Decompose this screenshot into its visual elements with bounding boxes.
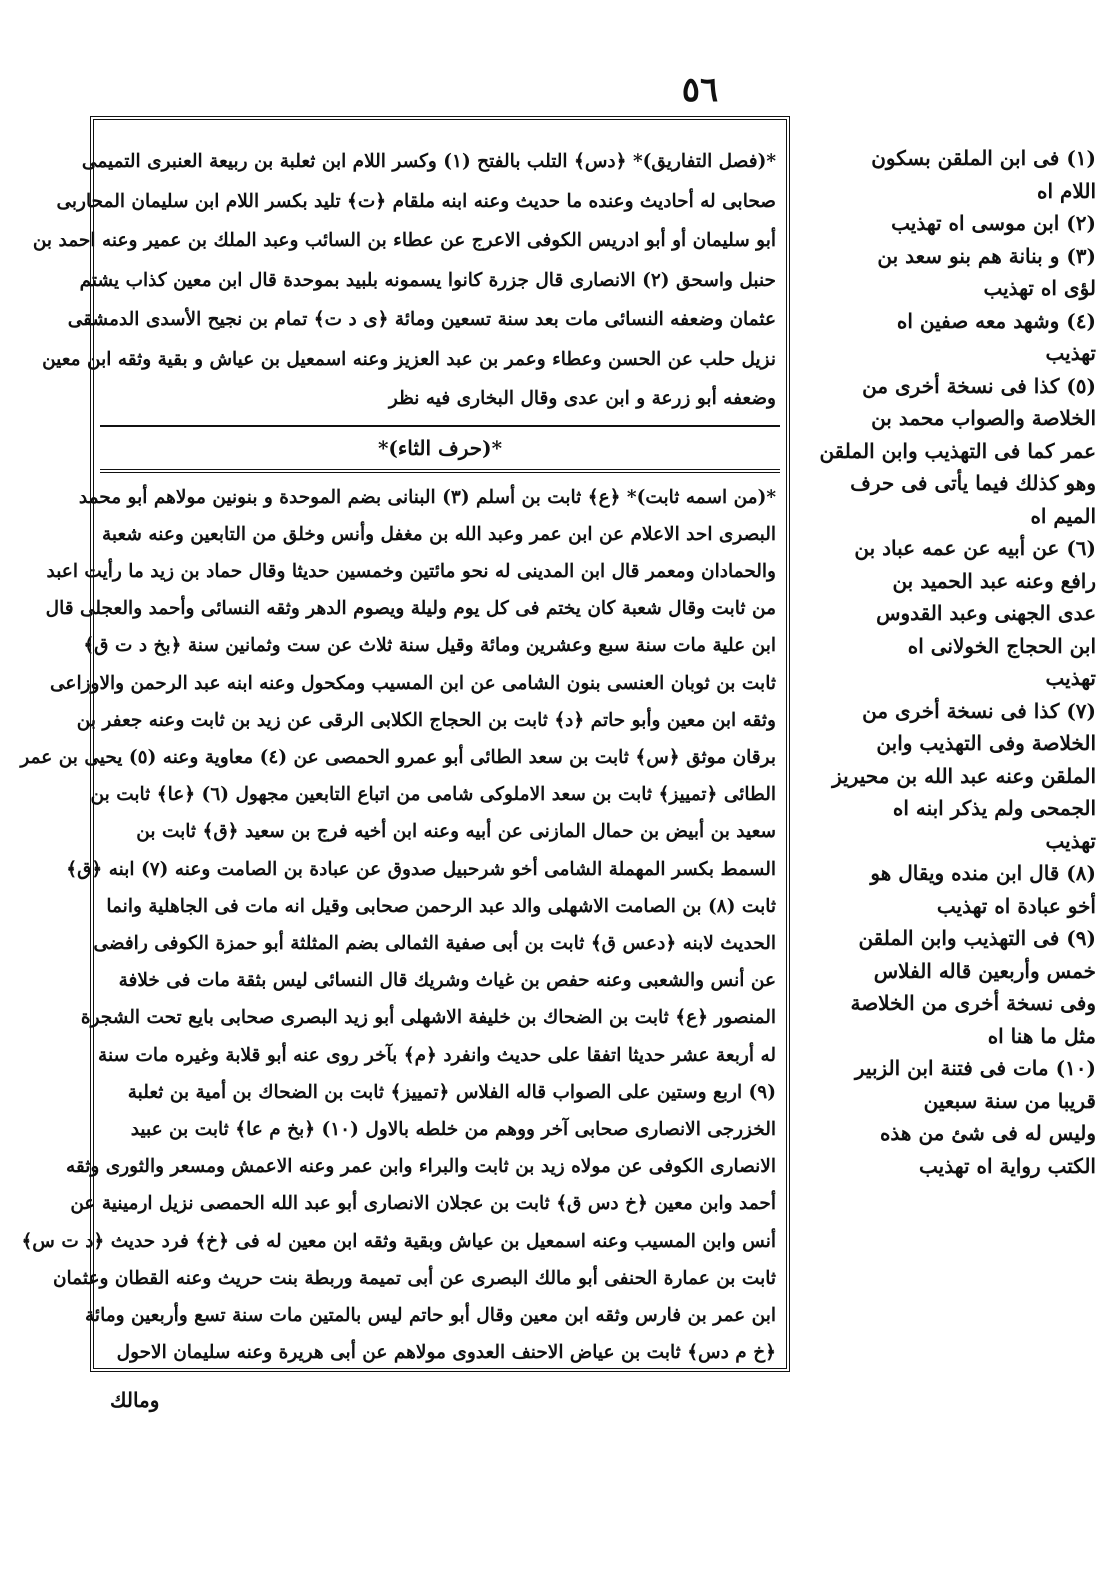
margin-note-line: (٣) و بنانة هم بنو سعد بن <box>877 243 1096 268</box>
text-line: الخزرجى الانصارى صحابى آخر ووهم من خلطه بالاول (١٠) ﴿بخ م عا﴾ ثابت بن عبيد <box>130 1118 776 1140</box>
text-line: ﴿خ م دس﴾ ثابت بن عياض الاحنف العدوى مولاهم عن أبى هريرة وعنه سليمان الاحول <box>116 1342 776 1364</box>
margin-note-line: رافع وعنه عبد الحميد بن <box>892 568 1096 593</box>
text-line: ثابت بن ثوبان العنسى بنون الشامى عن ابن المسيب ومكحول وعنه ابنه عبد الرحمن والاوزاعى <box>49 672 776 694</box>
text-line: نزيل حلب عن الحسن وعطاء وعمر بن عبد العزيز وعنه اسمعيل بن عياش و بقية وثقه ابن معين <box>42 348 776 370</box>
margin-note-line: عدى الجهنى وعبد القدوس <box>876 601 1096 625</box>
margin-note-line: (٤) وشهد معه صفين اه <box>896 308 1096 333</box>
text-line: (٩) اربع وستين على الصواب قاله الفلاس ﴿تمييز﴾ ثابت بن الضحاك بن أمية بن ثعلبة <box>127 1081 776 1103</box>
margin-note-line: الجمحى ولم يذكر ابنه اه <box>892 796 1096 820</box>
text-line: *(فصل التفاريق)* ﴿دس﴾ التلب بالفتح (١) وكسر اللام ابن ثعلبة بن ربيعة العنبرى التميمى <box>81 151 776 172</box>
margin-note-line: (٥) كذا فى نسخة أخرى من <box>862 373 1096 398</box>
text-line: عثمان وضعفه النسائى مات بعد سنة تسعين ومائة ﴿ى د ت﴾ تمام بن نجيح الأسدى الدمشقى <box>67 309 776 330</box>
text-line: السمط بكسر المهملة الشامى أخو شرحبيل صدوق عن عبادة بن الصامت وعنه (٧) ابنه ﴿ق﴾ <box>66 858 776 880</box>
margin-note-line: (٧) كذا فى نسخة أخرى من <box>862 698 1096 723</box>
text-line: له أربعة عشر حديثا اتفقا على حديث وانفرد ﴿م﴾ بآخر روى عنه أبو قلابة وغيره مات سنة <box>98 1044 776 1066</box>
entries-block-tafariq <box>32 142 786 419</box>
text-line: أحمد وابن معين ﴿خ دس ق﴾ ثابت بن عجلان الانصارى أبو عبد الله الحمصى نزيل ارمينية عن <box>70 1193 776 1215</box>
text-line: برقان موثق ﴿س﴾ ثابت بن سعد الطائى أبو عمرو الحمصى عن (٤) معاوية وعنه (٥) يحيى بن عمر <box>20 746 776 768</box>
text-line: وضعفه أبو زرعة و ابن عدى وقال البخارى فيه نظر <box>388 388 776 409</box>
margin-note-line: تهذيب <box>1045 828 1096 853</box>
margin-note-line: الكتب رواية اه تهذيب <box>919 1153 1096 1178</box>
margin-note-line: (٦) عن أبيه عن عمه عباد بن <box>854 536 1096 560</box>
margin-note-line: ابن الحجاج الخولانى اه <box>907 633 1096 658</box>
margin-note-line: الميم اه <box>1030 503 1096 528</box>
margin-note-line: وهو كذلك فيما يأتى فى حرف <box>850 471 1096 495</box>
text-line: الطائى ﴿تمييز﴾ ثابت بن سعد الاملوكى شامى من اتباع التابعين مجهول (٦) ﴿عا﴾ ثابت بن <box>90 784 776 806</box>
text-line: عن أنس والشعبى وعنه حفص بن غياث وشريك قال النسائى ليس بثقة مات فى خلافة <box>118 970 776 992</box>
text-line: البصرى احد الاعلام عن ابن عمر وعبد الله بن مغفل وأنس وخلق من التابعين وعنه شعبة <box>101 523 776 545</box>
text-line: ثابت بن عمارة الحنفى أبو مالك البصرى عن أبى تميمة وربطة بنت حريث وعنه القطان وعثمان <box>52 1267 776 1289</box>
catchword: ومالك <box>110 1388 160 1412</box>
margin-note-line: خمس وأربعين قاله الفلاس <box>873 958 1096 983</box>
text-line: سعيد بن أبيض بن حمال المازنى عن أبيه وعنه ابن أخيه فرج بن سعيد ﴿ق﴾ ثابت بن <box>136 821 776 843</box>
margin-note-line: تهذيب <box>1045 666 1096 690</box>
margin-note-line: عمر كما فى التهذيب وابن الملقن <box>819 438 1096 463</box>
entries-block-tha <box>20 479 786 1372</box>
margin-note-line: اللام اه <box>1037 178 1096 203</box>
text-line: *(من اسمه ثابت)* ﴿ع﴾ ثابت بن أسلم (٣) البنانى بضم الموحدة و بنونين مولاهم أبو محمد <box>78 486 776 508</box>
margin-note-line: (٨) قال ابن منده ويقال هو <box>870 861 1096 885</box>
text-line: حنبل واسحق (٢) الانصارى قال جزرة كانوا يسمونه بلبيد بموحدة قال ابن معين كذاب يشتم <box>79 269 776 291</box>
text-line: والحمادان ومعمر قال ابن المدينى له نحو مائتين وخمسين حديثا وقال حماد بن زيد ما رأيت اعبد <box>46 560 776 582</box>
main-text-frame <box>20 116 790 1372</box>
text-line: أنس وابن المسيب وعنه اسمعيل بن عياش وبقية وثقه ابن معين له فى ﴿خ﴾ فرد حديث ﴿د ت س﴾ <box>21 1230 776 1252</box>
text-line: ابن عمر بن فارس وثقه ابن معين وقال أبو حاتم ليس بالمتين مات سنة تسع وأربعين ومائة <box>85 1304 776 1326</box>
text-line: الحديث لابنه ﴿دعس ق﴾ ثابت بن أبى صفية الثمالى بضم المثلثة أبو حمزة الكوفى رافضى <box>93 932 776 954</box>
margin-note-line: وليس له فى شئ من هذه <box>879 1121 1096 1145</box>
text-line: أبو سليمان أو أبو ادريس الكوفى الاعرج عن عطاء بن السائب وعبد الملك بن عمير وعنه احمد بن <box>32 230 776 251</box>
margin-note-line: (١٠) مات فى فتنة ابن الزبير <box>854 1056 1096 1080</box>
text-line: الانصارى الكوفى عن مولاه زيد بن ثابت والبراء وابن عمر وعنه الاعمش ومسعر والثورى وثقه <box>65 1156 776 1178</box>
margin-note-line: (١) فى ابن الملقن بسكون <box>871 146 1096 170</box>
margin-note-line: الخلاصة والصواب محمد بن <box>871 406 1096 430</box>
margin-note-line: لؤى اه تهذيب <box>983 276 1096 300</box>
margin-note-line: وفى نسخة أخرى من الخلاصة <box>850 991 1096 1015</box>
margin-note-line: تهذيب <box>1045 341 1096 365</box>
margin-note-line: مثل ما هنا اه <box>987 1023 1096 1048</box>
text-line: من ثابت وقال شعبة كان يختم فى كل يوم وليلة ويصوم الدهر وثقه النسائى وأحمد والعجلى قال <box>45 598 776 620</box>
text-line: المنصور ﴿ع﴾ ثابت بن الضحاك بن خليفة الاشهلى أبو زيد البصرى صحابى بايع تحت الشجرة <box>80 1007 776 1029</box>
margin-note-line: قريبا من سنة سبعين <box>923 1088 1096 1113</box>
text-line: وثقه ابن معين وأبو حاتم ﴿د﴾ ثابت بن الحجاج الكلابى الرقى عن زيد بن ثابت وعنه جعفر بن <box>76 709 776 731</box>
text-line: ثابت (٨) بن الصامت الاشهلى والد عبد الرحمن صحابى وقيل انه مات فى الجاهلية وانما <box>106 895 776 917</box>
margin-note-line: (٩) فى التهذيب وابن الملقن <box>858 926 1096 950</box>
margin-note-line: الملقن وعنه عبد الله بن محيريز <box>832 763 1096 788</box>
section-header: *(حرف الثاء)* <box>377 435 503 460</box>
margin-note-line: أخو عبادة اه تهذيب <box>936 893 1096 918</box>
margin-note-line: الخلاصة وفى التهذيب وابن <box>876 731 1096 755</box>
page-number: ٥٦ <box>681 70 719 110</box>
divider-bottom <box>100 469 780 473</box>
margin-note-line: (٢) ابن موسى اه تهذيب <box>891 211 1096 235</box>
margin-notes <box>796 142 1096 1182</box>
text-line: صحابى له أحاديث وعنده ما حديث وعنه ابنه ملقام ﴿ت﴾ تليد بكسر اللام ابن سليمان المحاربى <box>56 190 776 212</box>
text-line: ابن علية مات سنة سبع وعشرين ومائة وقيل سنة ثلاث عن ست وثمانين سنة ﴿بخ د ت ق﴾ <box>83 635 776 657</box>
